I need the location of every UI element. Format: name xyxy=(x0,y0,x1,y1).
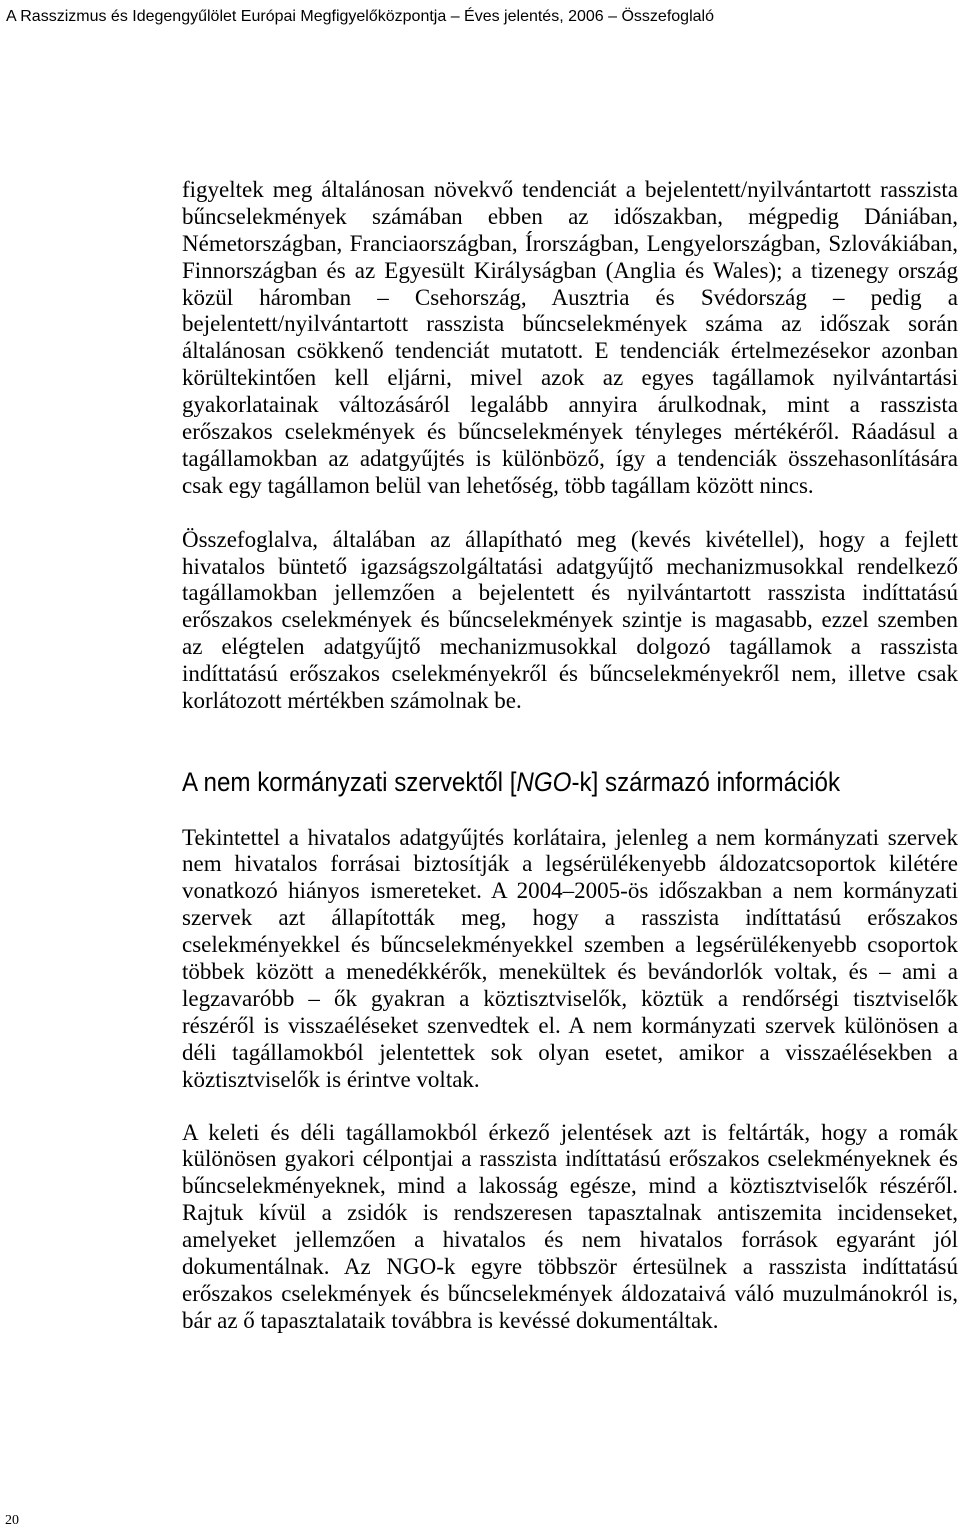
text-line: dokumentálnak. Az NGO-k egyre többször értesülnek a rasszista indíttatású xyxy=(182,1253,958,1279)
text-line: erőszakos cselekmények és bűncselekmények tényleges mértékéről. Ráadásul a xyxy=(182,419,958,445)
text-line: Összefoglalva, általában az állapítható meg (kevés kivétellel), hogy a fejlett xyxy=(182,526,958,552)
text-line: közül háromban – Csehország, Ausztria és Svédország – pedig a xyxy=(182,284,958,310)
text-line: figyeltek meg általánosan növekvő tendenciát a bejelentett/nyilvántartott rasszista xyxy=(182,177,958,202)
text-line: Tekintettel a hivatalos adatgyűjtés korlátaira, jelenleg a nem kormányzati szervek xyxy=(182,824,958,850)
text-line: részéről is visszaéléseket szenvedtek el. A nem kormányzati szervek különösen a xyxy=(182,1012,958,1038)
section-heading xyxy=(182,766,840,798)
paragraph-trends xyxy=(182,177,958,500)
text-line: cselekményekkel és bűncselekményekkel szemben a legsérülékenyebb csoportok xyxy=(182,932,958,958)
text-line: nem hivatalos forrásai biztosítják a legsérülékenyebb áldozatcsoportok kilétére xyxy=(182,851,958,877)
text-line: déli tagállamokból jelentettek sok olyan esetet, amikor a visszaélésekben a xyxy=(182,1039,958,1065)
text-line: bűncselekményeknek, mind a lakosság egésze, mind a köztisztviselők részéről. xyxy=(182,1173,958,1199)
paragraph-target-groups xyxy=(182,1120,958,1335)
text-line: bejelentett/nyilvántartott rasszista bűncselekmények száma az időszak során xyxy=(182,311,958,337)
text-line: különösen gyakori célpontjai a rasszista indíttatású erőszakos cselekményeknek és xyxy=(182,1146,958,1172)
running-header: A Rasszizmus és Idegengyűlölet Európai Megfigyelőközpontja – Éves jelentés, 2006 – Összefoglaló xyxy=(6,8,714,25)
text-line: csak egy tagállamon belül van lehetőség, több tagállam között nincs. xyxy=(182,472,814,498)
text-line: többek között a menedékkérők, menekültek és bevándorlók voltak, és – ami a xyxy=(182,958,958,984)
text-line: Finnországban és az Egyesült Királyságban (Anglia és Wales); a tizenegy ország xyxy=(182,257,958,283)
text-line: vonatkozó hiányos ismereteket. A 2004–2005-ös időszakban a nem kormányzati xyxy=(182,878,958,904)
text-line: amelyeket jellemzően a hivatalos és nem hivatalos források egyaránt jól xyxy=(182,1227,958,1253)
text-line: az elégtelen adatgyűjtő mechanizmusokkal dolgozó tagállamok a rasszista xyxy=(182,634,958,660)
text-line: tagállamokban jellemzően a bejelentett és nyilvántartott rasszista indíttatású xyxy=(182,580,958,606)
paragraph-summary xyxy=(182,527,958,715)
page-number: 20 xyxy=(5,1513,19,1528)
text-line: szervek azt állapították meg, hogy a rasszista indíttatású erőszakos xyxy=(182,905,958,931)
text-line: köztisztviselők is érintve voltak. xyxy=(182,1066,480,1092)
text-line: gyakorlatainak változásáról legalább annyira árulkodnak, mint a rasszista xyxy=(182,392,958,418)
text-line: bár az ő tapasztalataik továbbra is kevéssé dokumentáltak. xyxy=(182,1307,719,1333)
text-line: Rajtuk kívül a zsidók is rendszeresen tapasztalnak antiszemita incidenseket, xyxy=(182,1200,958,1226)
text-line: legzavaróbb – ők gyakran a köztisztviselők, köztük a rendőrségi tisztviselők xyxy=(182,985,958,1011)
text-line: A keleti és déli tagállamokból érkező jelentések azt is feltárták, hogy a romák xyxy=(182,1119,958,1145)
paragraph-ngo-sources xyxy=(182,825,958,1094)
text-line: erőszakos cselekmények és bűncselekmények szintje is magasabb, ezzel szemben xyxy=(182,607,958,633)
text-line: bűncselekmények számában ebben az időszakban, mégpedig Dániában, xyxy=(182,203,958,229)
text-line: körültekintően kell eljárni, mivel azok az egyes tagállamok nyilvántartási xyxy=(182,365,958,391)
text-line: korlátozott mértékben számolnak be. xyxy=(182,688,522,714)
text-line: erőszakos cselekmények és bűncselekmények áldozataivá váló muzulmánokról is, xyxy=(182,1280,958,1306)
text-line: általánosan csökkenő tendenciát mutatott. E tendenciák értelmezésekor azonban xyxy=(182,338,958,364)
text-line: Németországban, Franciaországban, Írországban, Lengyelországban, Szlovákiában, xyxy=(182,230,958,256)
heading-abbreviation: NGO xyxy=(516,767,572,797)
text-line: indíttatású erőszakos cselekményekről és bűncselekményekről nem, illetve csak xyxy=(182,661,958,687)
heading-text-end: -k] származó információk xyxy=(571,767,841,797)
text-line: hivatalos büntető igazságszolgáltatási adatgyűjtő mechanizmusokkal rendelkező xyxy=(182,553,958,579)
text-line: tagállamokban az adatgyűjtés is különböző, így a tendenciák összehasonlítására xyxy=(182,445,958,471)
heading-text-start: A nem kormányzati szervektől [ xyxy=(182,767,517,797)
